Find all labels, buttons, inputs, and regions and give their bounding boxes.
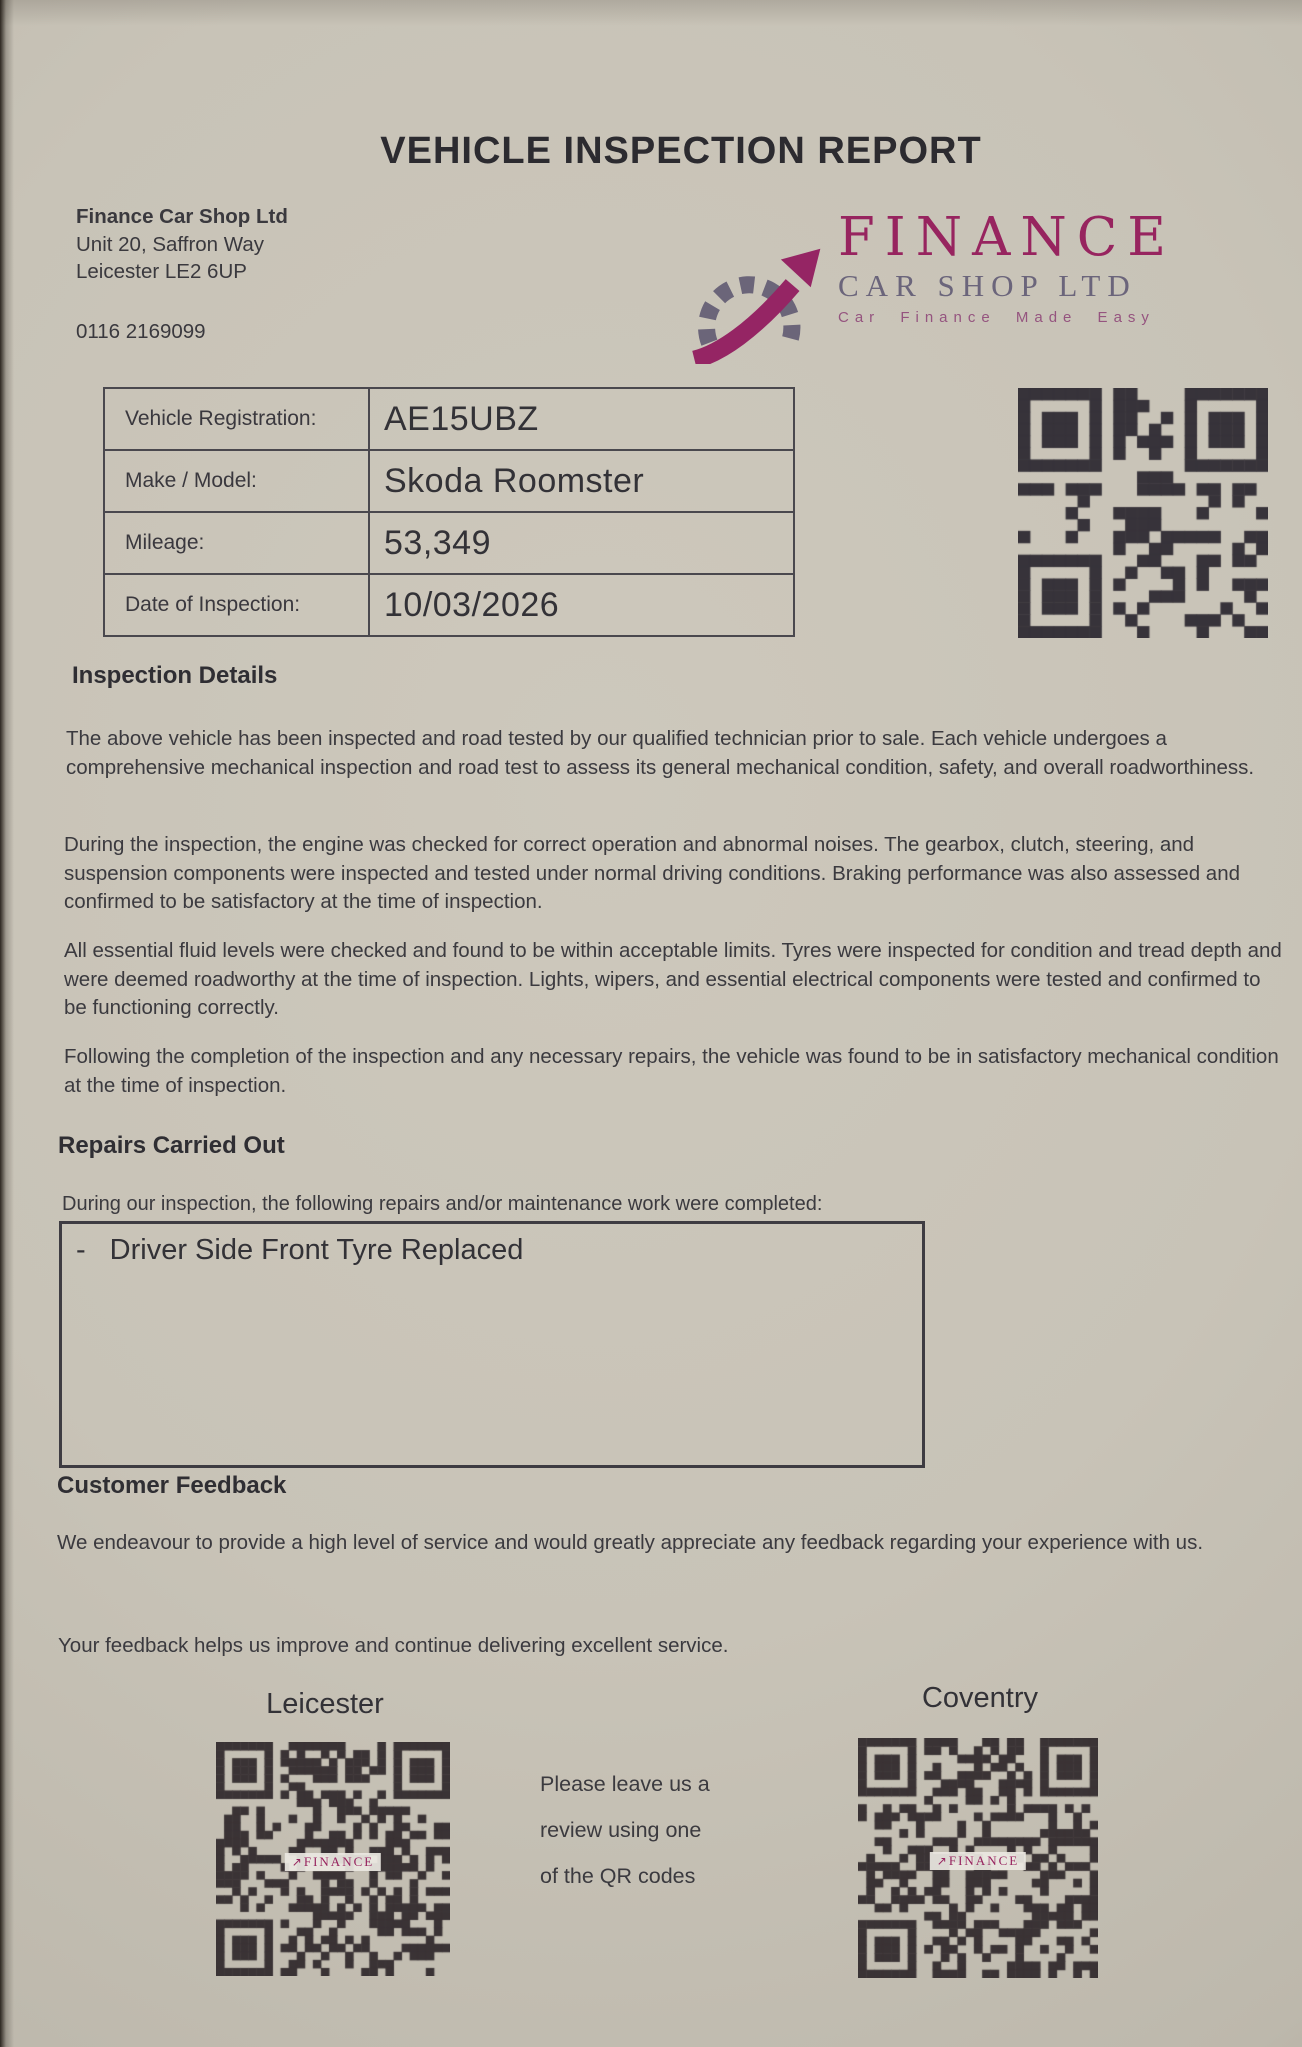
vehicle-details-table [103,387,795,637]
inspection-details-heading: Inspection Details [72,662,278,689]
company-logo [688,207,1268,375]
company-name: Finance Car Shop Ltd [76,205,288,228]
table-row [104,450,794,512]
page-title: VEHICLE INSPECTION REPORT [380,130,982,172]
logo-line1: FINANCE [838,207,1176,268]
inspection-paragraph-4: Following the completion of the inspection and any necessary repairs, the vehicle was found to be in satisfactory mechanical condition at the time of inspection. [64,1045,1279,1097]
row-label: Make / Model: [104,450,369,512]
row-label: Mileage: [104,512,369,574]
repair-text: Driver Side Front Tyre Replaced [109,1234,524,1266]
qr-instruction-text [540,1770,710,1908]
qr-code-main [1018,388,1268,638]
inspection-paragraph-2: During the inspection, the engine was checked for correct operation and abnormal noises. The gearbox, clutch, steering, and suspension components were inspected and tested under normal driving conditions. Braking performance was also assessed and confirmed to be satisfactory at the time of inspection. [64,833,1241,913]
qr-logo-watermark: ↗FINANCE [930,1852,1026,1870]
company-address-line1: Unit 20, Saffron Way [76,232,265,256]
note-line: Please leave us a [540,1772,710,1796]
mileage-value: 53,349 [369,512,794,574]
note-line: review using one [540,1818,702,1842]
company-phone: 0116 2169099 [76,320,206,343]
table-row [104,574,794,636]
speedometer-arrow-icon [692,236,842,364]
table-row [104,512,794,574]
inspection-paragraph-1: The above vehicle has been inspected and road tested by our qualified technician prior to sale. Each vehicle undergoes a comprehensive mechanical inspection and road test to assess its general mechanical condition, safety, and overall roadworthiness. [66,727,1255,779]
repairs-box [59,1221,925,1468]
qr-logo-watermark: ↗FINANCE [285,1853,381,1871]
location-label-coventry: Coventry [921,1682,1039,1714]
arrow-icon: ↗ [936,1853,949,1868]
company-address-line2: Leicester LE2 6UP [76,260,247,283]
make-model-value: Skoda Roomster [369,450,794,512]
qr-code-coventry [858,1738,1098,1983]
vehicle-registration-value: AE15UBZ [369,388,794,450]
row-label: Date of Inspection: [104,574,369,636]
repair-item [62,1224,922,1267]
repairs-heading: Repairs Carried Out [58,1132,285,1159]
table-row [104,388,794,450]
feedback-paragraph-1: We endeavour to provide a high level of service and would greatly appreciate any feedback regarding your experience with us. [57,1531,1204,1554]
logo-tagline: Car Finance Made Easy [838,309,1155,326]
feedback-paragraph-2: Your feedback helps us improve and continue delivering excellent service. [58,1634,729,1657]
logo-line2: CAR SHOP LTD [838,268,1137,303]
inspection-date-value: 10/03/2026 [369,574,794,636]
qr-code-leicester [216,1742,450,1981]
inspection-paragraph-3: All essential fluid levels were checked and found to be within acceptable limits. Tyres were inspected for condition and tread depth and were deemed roadworthy at the time of inspection. Lights, wipers, and essential electrical components were tested and confirmed to be functioning correctly. [64,939,1282,1019]
logo-text [838,207,1238,326]
company-address-block [76,203,288,286]
repairs-intro: During our inspection, the following repairs and/or maintenance work were completed: [62,1193,823,1215]
customer-feedback-heading: Customer Feedback [57,1472,287,1499]
arrow-icon: ↗ [291,1854,304,1869]
location-label-leicester: Leicester [266,1688,384,1720]
repair-bullet: - [76,1234,86,1266]
row-label: Vehicle Registration: [104,388,369,450]
note-line: of the QR codes [540,1864,696,1888]
